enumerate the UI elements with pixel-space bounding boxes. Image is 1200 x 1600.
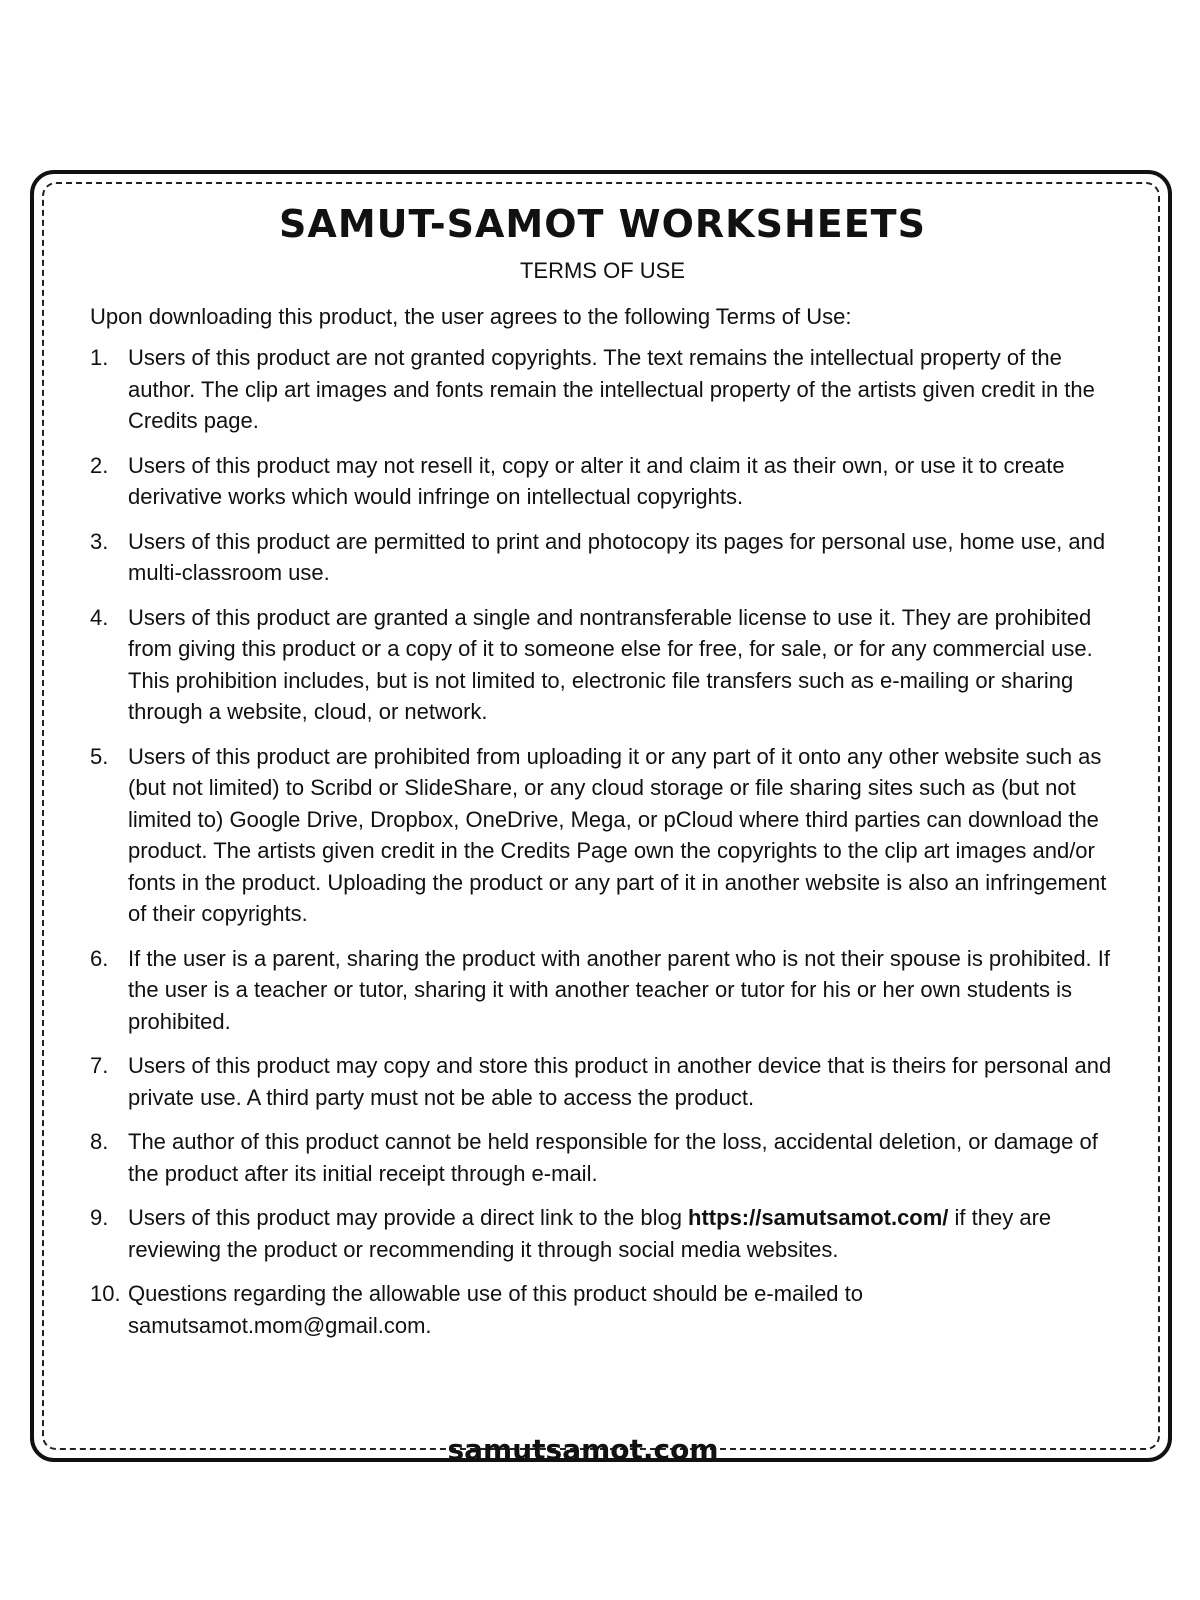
term-text-before-link: Users of this product may provide a direct link to the blog [128,1205,689,1230]
term-text: Users of this product are prohibited from uploading it or any part of it onto any other website such as (but not limited) to Scribd or SlideShare, or any cloud storage or file sharing sites such as (but not limited to) Google Drive, Dropbox, OneDrive, Mega, or pCloud where third parties can download the product. The artists given credit in the Credits Page own the copyrights to the clip art images and/or fonts in the product. Uploading the product or any part of it in another website is also an infringement of their copyrights. [128,743,1107,926]
term-item-9 [90,1202,1115,1265]
term-number: 3. [90,528,109,554]
term-item-5 [90,741,1115,930]
term-text: Users of this product are permitted to print and photocopy its pages for personal use, home use, and multi-classroom use. [128,528,1106,585]
term-item-2 [90,450,1115,513]
term-text: Users of this product are not granted copyrights. The text remains the intellectual property of the author. The clip art images and fonts remain the intellectual property of the artists given credit in the Credits page. [128,345,1095,433]
term-text: If the user is a parent, sharing the product with another parent who is not their spouse is prohibited. If the user is a teacher or tutor, sharing it with another teacher or tutor for his or her own students is prohibited. [128,945,1111,1034]
term-item-4 [90,602,1115,728]
term-number: 7. [90,1053,109,1078]
document-title: SAMUT-SAMOT WORKSHEETS [279,202,926,246]
term-item-3 [90,526,1115,589]
term-item-7 [90,1050,1115,1113]
term-number: 9. [90,1205,109,1230]
term-number: 6. [90,945,109,971]
term-item-10 [90,1278,1115,1341]
blog-link[interactable]: https://samutsamot.com/ [688,1205,949,1230]
term-text: The author of this product cannot be held responsible for the loss, accidental deletion, or damage of the product after its initial receipt through e-mail. [128,1129,1098,1186]
term-text-after-link: if they are reviewing the product or recommending it through social media websites. [128,1205,1052,1262]
term-number: 8. [90,1129,109,1154]
terms-document [90,200,1115,1354]
term-text: Users of this product are granted a single and nontransferable license to use it. They are prohibited from giving this product or a copy of it to someone else for free, for sale, or for any commercial use. This prohibition includes, but is not limited to, electronic file transfers such as e-mailing or sharing through a website, cloud, or network. [128,604,1093,724]
intro-paragraph: Upon downloading this product, the user agrees to the following Terms of Use: [90,304,852,329]
term-item-6 [90,943,1115,1038]
terms-list [90,342,1115,1341]
term-number: 10. [90,1281,121,1306]
term-text: Users of this product may copy and store this product in another device that is theirs for personal and private use. A third party must not be able to access the product. [128,1053,1112,1110]
term-text [128,1202,1115,1265]
term-number: 5. [90,743,109,769]
term-text: Questions regarding the allowable use of this product should be e-mailed to samutsamot.mom@gmail.com. [128,1281,864,1338]
term-number: 1. [90,345,109,370]
term-item-1 [90,342,1115,437]
term-text: Users of this product may not resell it, copy or alter it and claim it as their own, or use it to create derivative works which would infringe on intellectual copyrights. [128,452,1065,509]
term-item-8 [90,1126,1115,1189]
document-subtitle: TERMS OF USE [519,258,685,283]
term-number: 2. [90,452,109,478]
footer-website: samutsamot.com [447,1433,719,1466]
term-number: 4. [90,604,109,630]
